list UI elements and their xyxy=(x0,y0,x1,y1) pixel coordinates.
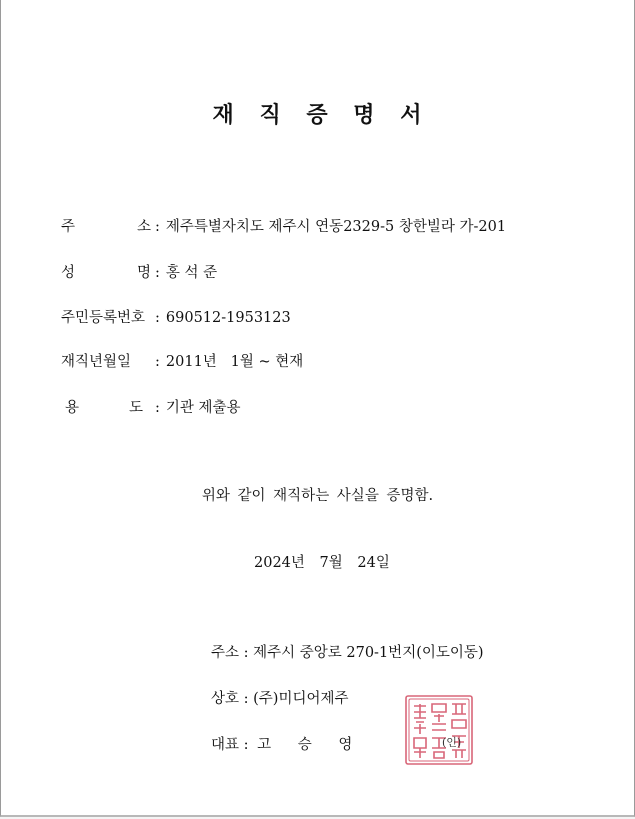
employment-period-row xyxy=(61,350,303,371)
issue-date xyxy=(254,551,400,572)
document-title: 재 직 증 명 서 xyxy=(212,102,431,128)
certification-statement: 위와 같이 재직하는 사실을 증명함. xyxy=(201,488,434,504)
representative-name-3: 영 xyxy=(338,737,353,753)
issue-day: 24일 xyxy=(357,555,390,571)
name-label-b: 명 xyxy=(136,265,151,281)
issue-month: 7월 xyxy=(319,555,343,571)
representative-label: 대표 xyxy=(211,737,240,753)
address-separator: : xyxy=(155,219,160,235)
address-label-b: 소 xyxy=(136,219,151,235)
employment-period-separator: : xyxy=(155,354,160,370)
purpose-label-a: 용 xyxy=(65,400,80,416)
address-label xyxy=(61,215,151,236)
address-row xyxy=(61,215,506,236)
name-row xyxy=(61,261,217,282)
company-address-value: 제주시 중앙로 270-1번지(이도이동) xyxy=(253,645,484,661)
resident-number-row xyxy=(61,306,291,327)
employment-period-label: 재직년월일 xyxy=(61,354,132,370)
purpose-row xyxy=(61,396,241,417)
name-label-a: 성 xyxy=(61,265,76,281)
resident-number-label: 주민등록번호 xyxy=(61,310,146,326)
address-value: 제주특별자치도 제주시 연동2329-5 창한빌라 가-201 xyxy=(165,219,507,235)
purpose-separator: : xyxy=(155,400,160,416)
resident-number-separator: : xyxy=(155,310,160,326)
name-label xyxy=(61,261,151,282)
representative-name-1: 고 xyxy=(257,737,272,753)
purpose-label-b: 도 xyxy=(128,400,143,416)
name-separator: : xyxy=(155,265,160,281)
issue-year: 2024년 xyxy=(254,555,305,571)
purpose-value: 기관 제출용 xyxy=(165,400,241,416)
company-address-label: 주소 xyxy=(211,645,240,661)
representative-row: 대표 : 고 승 영 xyxy=(211,737,353,753)
company-address-row: 주소 : 제주시 중앙로 270-1번지(이도이동) xyxy=(211,645,484,661)
resident-number-value: 690512-1953123 xyxy=(165,310,291,326)
company-name-row: 상호 : (주)미디어제주 xyxy=(211,691,349,707)
company-name-label: 상호 xyxy=(211,691,240,707)
representative-name-2: 승 xyxy=(297,737,312,753)
company-seal-stamp xyxy=(404,694,474,766)
seal-mark-text: (인) xyxy=(442,736,462,749)
name-value: 홍 석 준 xyxy=(165,265,218,281)
company-name-value: (주)미디어제주 xyxy=(253,691,349,707)
address-label-a: 주 xyxy=(61,219,76,235)
purpose-label xyxy=(61,396,143,417)
employment-period-value: 2011년 1월 ~ 현재 xyxy=(165,354,304,370)
